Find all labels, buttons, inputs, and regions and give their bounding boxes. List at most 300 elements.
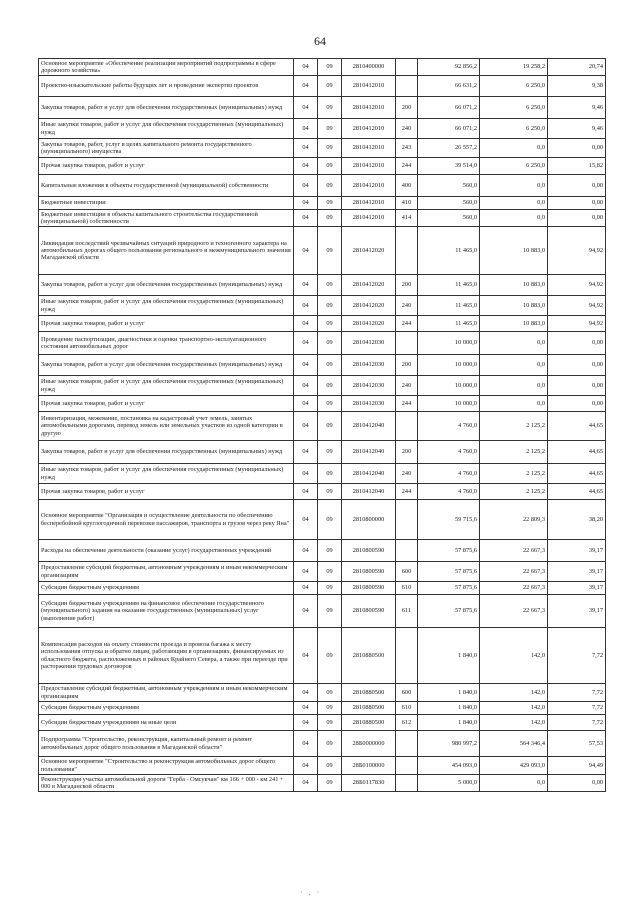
row-expense-type: 612 (396, 715, 418, 731)
row-expense-type: 244 (396, 484, 418, 500)
row-executed-amount: 564 346,4 (480, 731, 548, 757)
row-execution-percent: 94,49 (548, 757, 606, 775)
row-name: Прочая закупка товаров, работ и услуг (39, 158, 294, 175)
row-target-article: 2810880500 (342, 715, 396, 731)
row-execution-percent: 0,00 (548, 175, 606, 197)
row-subsection: 09 (318, 540, 342, 562)
row-planned-amount: 39 514,0 (418, 158, 480, 175)
row-planned-amount: 11 465,0 (418, 227, 480, 275)
row-subsection: 09 (318, 412, 342, 441)
row-target-article: 28Б0000000 (342, 731, 396, 757)
row-subsection: 09 (318, 59, 342, 76)
row-expense-type: 200 (396, 275, 418, 296)
table-row (39, 757, 606, 775)
row-execution-percent: 39,17 (548, 562, 606, 582)
table-row (39, 296, 606, 316)
row-target-article: 2810412020 (342, 227, 396, 275)
row-execution-percent: 94,92 (548, 227, 606, 275)
row-planned-amount: 5 000,0 (418, 775, 480, 792)
row-planned-amount: 4 760,0 (418, 441, 480, 464)
table-row (39, 702, 606, 715)
row-subsection: 09 (318, 757, 342, 775)
row-name: Бюджетные инвестиции (39, 197, 294, 210)
budget-table (38, 58, 606, 792)
row-subsection: 09 (318, 119, 342, 139)
row-target-article: 2810412040 (342, 441, 396, 464)
row-name: Основное мероприятие "Организация и осуществление деятельности по обеспечению бесперебойной круглогодичной перевозки пассажиров, транспорта и грузов через реку Яна" (39, 500, 294, 540)
row-section: 04 (294, 355, 318, 376)
table-row (39, 775, 606, 792)
row-name: Иные закупки товаров, работ и услуг для обеспечения государственных (муниципальных) нужд (39, 464, 294, 484)
row-target-article: 2810412010 (342, 175, 396, 197)
row-expense-type: 244 (396, 396, 418, 412)
row-section: 04 (294, 484, 318, 500)
row-expense-type: 240 (396, 119, 418, 139)
row-section: 04 (294, 562, 318, 582)
row-name: Капитальные вложения в объекты государственной (муниципальной) собственности (39, 175, 294, 197)
row-section: 04 (294, 119, 318, 139)
row-expense-type: 410 (396, 197, 418, 210)
table-row (39, 376, 606, 396)
row-execution-percent: 0,00 (548, 210, 606, 227)
row-expense-type: 600 (396, 684, 418, 702)
row-execution-percent: 0,00 (548, 376, 606, 396)
row-planned-amount: 92 856,2 (418, 59, 480, 76)
row-execution-percent: 0,00 (548, 355, 606, 376)
row-planned-amount: 4 760,0 (418, 484, 480, 500)
row-executed-amount: 142,0 (480, 684, 548, 702)
row-subsection: 09 (318, 562, 342, 582)
table-row (39, 464, 606, 484)
row-executed-amount: 10 883,0 (480, 296, 548, 316)
row-planned-amount: 57 875,6 (418, 540, 480, 562)
row-section: 04 (294, 376, 318, 396)
row-execution-percent: 0,00 (548, 139, 606, 158)
row-executed-amount: 10 883,0 (480, 316, 548, 332)
row-target-article: 2810412040 (342, 412, 396, 441)
row-executed-amount: 2 125,2 (480, 441, 548, 464)
row-subsection: 09 (318, 396, 342, 412)
row-expense-type (396, 628, 418, 684)
row-planned-amount: 560,0 (418, 197, 480, 210)
row-planned-amount: 66 631,2 (418, 76, 480, 97)
row-subsection: 09 (318, 97, 342, 119)
table-row (39, 76, 606, 97)
row-planned-amount: 10 000,0 (418, 332, 480, 355)
row-executed-amount: 0,0 (480, 355, 548, 376)
table-row (39, 158, 606, 175)
row-execution-percent: 44,65 (548, 412, 606, 441)
row-planned-amount: 980 997,2 (418, 731, 480, 757)
row-target-article: 28Б0100000 (342, 757, 396, 775)
row-section: 04 (294, 684, 318, 702)
row-target-article: 2810880500 (342, 702, 396, 715)
table-row (39, 332, 606, 355)
row-execution-percent: 15,82 (548, 158, 606, 175)
row-name: Закупка товаров, работ и услуг для обеспечения государственных (муниципальных) нужд (39, 441, 294, 464)
row-section: 04 (294, 396, 318, 412)
row-planned-amount: 1 840,0 (418, 715, 480, 731)
row-name: Подпрограмма "Строительство, реконструкция, капитальный ремонт и ремонт автомобильных дорог общего пользования в Магаданской области" (39, 731, 294, 757)
row-section: 04 (294, 412, 318, 441)
row-subsection: 09 (318, 464, 342, 484)
row-subsection: 09 (318, 275, 342, 296)
row-target-article: 2810800590 (342, 540, 396, 562)
row-planned-amount: 10 000,0 (418, 376, 480, 396)
row-section: 04 (294, 757, 318, 775)
row-execution-percent: 94,92 (548, 296, 606, 316)
row-section: 04 (294, 139, 318, 158)
row-name: Инвентаризация, межевание, постановка на кадастровый учет земель, занятых автомобильными дорогами, перевод земель или земельных участков из одной категории в другую (39, 412, 294, 441)
row-execution-percent: 0,00 (548, 197, 606, 210)
row-subsection: 09 (318, 210, 342, 227)
row-execution-percent: 7,72 (548, 628, 606, 684)
table-row (39, 355, 606, 376)
row-subsection: 09 (318, 158, 342, 175)
row-expense-type: 240 (396, 296, 418, 316)
row-name: Основное мероприятие "Строительство и реконструкция автомобильных дорог общего пользования" (39, 757, 294, 775)
row-section: 04 (294, 227, 318, 275)
row-section: 04 (294, 76, 318, 97)
table-row (39, 441, 606, 464)
row-section: 04 (294, 715, 318, 731)
row-subsection: 09 (318, 441, 342, 464)
row-executed-amount: 10 883,0 (480, 227, 548, 275)
row-executed-amount: 22 667,3 (480, 562, 548, 582)
row-name: Основное мероприятие «Обеспечение реализации мероприятий подпрограммы в сфере дорожного хозяйства» (39, 59, 294, 76)
row-executed-amount: 2 125,2 (480, 464, 548, 484)
row-planned-amount: 57 875,6 (418, 582, 480, 595)
row-executed-amount: 0,0 (480, 175, 548, 197)
row-planned-amount: 66 071,2 (418, 97, 480, 119)
row-subsection: 09 (318, 227, 342, 275)
row-target-article: 2810412010 (342, 139, 396, 158)
row-executed-amount: 19 258,2 (480, 59, 548, 76)
row-name: Закупка товаров, работ и услуг для обеспечения государственных (муниципальных) нужд (39, 97, 294, 119)
row-section: 04 (294, 59, 318, 76)
row-name: Компенсация расходов на оплату стоимости проезда и провоза багажа к месту использования отпуска и обратно лицам, работающим в организациях, финансируемых из областного бюджета, расположенных в районах Крайнего Севера, а также при переезде при расторжении трудовых договоров (39, 628, 294, 684)
row-planned-amount: 4 760,0 (418, 464, 480, 484)
row-executed-amount: 0,0 (480, 210, 548, 227)
table-row (39, 540, 606, 562)
table-row (39, 582, 606, 595)
row-planned-amount: 66 071,2 (418, 119, 480, 139)
row-planned-amount: 10 000,0 (418, 396, 480, 412)
row-execution-percent: 0,00 (548, 775, 606, 792)
row-executed-amount: 0,0 (480, 376, 548, 396)
row-execution-percent: 9,46 (548, 119, 606, 139)
row-target-article: 2810880500 (342, 628, 396, 684)
row-planned-amount: 4 760,0 (418, 412, 480, 441)
row-expense-type (396, 757, 418, 775)
table-row (39, 139, 606, 158)
table-row (39, 210, 606, 227)
row-target-article: 28Б0117830 (342, 775, 396, 792)
row-executed-amount: 22 667,3 (480, 582, 548, 595)
row-expense-type: 240 (396, 376, 418, 396)
row-planned-amount: 57 875,6 (418, 562, 480, 582)
row-subsection: 09 (318, 715, 342, 731)
row-name: Закупка товаров, работ и услуг для обеспечения государственных (муниципальных) нужд (39, 355, 294, 376)
row-expense-type: 610 (396, 582, 418, 595)
row-planned-amount: 59 715,6 (418, 500, 480, 540)
row-execution-percent: 39,17 (548, 595, 606, 628)
row-executed-amount: 6 250,0 (480, 76, 548, 97)
row-planned-amount: 26 557,2 (418, 139, 480, 158)
row-execution-percent: 9,38 (548, 76, 606, 97)
row-section: 04 (294, 158, 318, 175)
row-expense-type: 244 (396, 316, 418, 332)
row-expense-type: 243 (396, 139, 418, 158)
row-planned-amount: 1 840,0 (418, 684, 480, 702)
row-planned-amount: 560,0 (418, 175, 480, 197)
row-name: Субсидии бюджетным учреждениям (39, 702, 294, 715)
row-target-article: 2810412040 (342, 484, 396, 500)
table-row (39, 484, 606, 500)
row-subsection: 09 (318, 296, 342, 316)
row-expense-type: 200 (396, 355, 418, 376)
row-expense-type: 414 (396, 210, 418, 227)
row-target-article: 2810800590 (342, 562, 396, 582)
row-subsection: 09 (318, 702, 342, 715)
row-subsection: 09 (318, 139, 342, 158)
row-execution-percent: 94,92 (548, 316, 606, 332)
row-execution-percent: 94,92 (548, 275, 606, 296)
row-executed-amount: 142,0 (480, 715, 548, 731)
row-target-article: 2810412020 (342, 275, 396, 296)
row-name: Прочая закупка товаров, работ и услуг (39, 316, 294, 332)
row-expense-type: 200 (396, 441, 418, 464)
scan-mark: · . · (300, 888, 322, 897)
row-executed-amount: 429 093,0 (480, 757, 548, 775)
row-name: Ликвидация последствий чрезвычайных ситуаций природного и техногенного характера на автомобильных дорогах общего пользования регионального и межмуниципального значения Магаданской области (39, 227, 294, 275)
row-executed-amount: 22 667,3 (480, 540, 548, 562)
row-section: 04 (294, 775, 318, 792)
row-section: 04 (294, 197, 318, 210)
row-name: Иные закупки товаров, работ и услуг для обеспечения государственных (муниципальных) нужд (39, 376, 294, 396)
row-executed-amount: 6 250,0 (480, 158, 548, 175)
row-subsection: 09 (318, 355, 342, 376)
row-planned-amount: 454 093,0 (418, 757, 480, 775)
row-name: Предоставление субсидий бюджетным, автономным учреждениям и иным некоммерческим организациям (39, 562, 294, 582)
row-expense-type (396, 332, 418, 355)
row-expense-type (396, 76, 418, 97)
row-execution-percent: 0,00 (548, 396, 606, 412)
row-expense-type: 240 (396, 464, 418, 484)
row-expense-type: 611 (396, 595, 418, 628)
row-planned-amount: 560,0 (418, 210, 480, 227)
row-executed-amount: 6 250,0 (480, 119, 548, 139)
table-row (39, 97, 606, 119)
row-target-article: 2810412030 (342, 396, 396, 412)
row-execution-percent: 57,53 (548, 731, 606, 757)
row-section: 04 (294, 731, 318, 757)
row-target-article: 2810880500 (342, 684, 396, 702)
row-executed-amount: 142,0 (480, 702, 548, 715)
row-subsection: 09 (318, 197, 342, 210)
row-target-article: 2810400000 (342, 59, 396, 76)
table-row (39, 227, 606, 275)
row-executed-amount: 22 809,3 (480, 500, 548, 540)
row-name: Проведение паспортизации, диагностики и оценки транспортно-эксплуатационного состояния автомобильных дорог (39, 332, 294, 355)
row-name: Иные закупки товаров, работ и услуг для обеспечения государственных (муниципальных) нужд (39, 119, 294, 139)
row-planned-amount: 1 840,0 (418, 702, 480, 715)
row-target-article: 2810412030 (342, 376, 396, 396)
row-section: 04 (294, 316, 318, 332)
row-subsection: 09 (318, 582, 342, 595)
row-section: 04 (294, 275, 318, 296)
row-planned-amount: 11 465,0 (418, 316, 480, 332)
row-execution-percent: 9,46 (548, 97, 606, 119)
row-target-article: 2810412010 (342, 197, 396, 210)
table-row (39, 119, 606, 139)
row-planned-amount: 1 840,0 (418, 628, 480, 684)
row-expense-type (396, 227, 418, 275)
row-target-article: 2810412020 (342, 316, 396, 332)
row-executed-amount: 0,0 (480, 332, 548, 355)
row-subsection: 09 (318, 684, 342, 702)
row-executed-amount: 2 125,2 (480, 484, 548, 500)
row-section: 04 (294, 441, 318, 464)
row-name: Субсидии бюджетным учреждениям на финансовое обеспечение государственного (муниципального) задания на оказание государственных (муниципальных) услуг (выполнение работ) (39, 595, 294, 628)
row-target-article: 2810412040 (342, 464, 396, 484)
row-section: 04 (294, 540, 318, 562)
row-expense-type (396, 59, 418, 76)
table-row (39, 684, 606, 702)
row-section: 04 (294, 582, 318, 595)
row-executed-amount: 10 883,0 (480, 275, 548, 296)
row-planned-amount: 10 000,0 (418, 355, 480, 376)
row-executed-amount: 0,0 (480, 396, 548, 412)
row-name: Прочая закупка товаров, работ и услуг (39, 396, 294, 412)
row-planned-amount: 11 465,0 (418, 296, 480, 316)
row-execution-percent: 0,00 (548, 332, 606, 355)
row-executed-amount: 0,0 (480, 775, 548, 792)
row-subsection: 09 (318, 775, 342, 792)
row-subsection: 09 (318, 595, 342, 628)
row-executed-amount: 142,0 (480, 628, 548, 684)
row-name: Предоставление субсидий бюджетным, автономным учреждениям и иным некоммерческим организациям (39, 684, 294, 702)
row-execution-percent: 20,74 (548, 59, 606, 76)
row-subsection: 09 (318, 628, 342, 684)
row-target-article: 2810800000 (342, 500, 396, 540)
row-expense-type: 400 (396, 175, 418, 197)
row-execution-percent: 39,17 (548, 582, 606, 595)
row-target-article: 2810412010 (342, 97, 396, 119)
row-section: 04 (294, 296, 318, 316)
row-execution-percent: 39,17 (548, 540, 606, 562)
row-executed-amount: 22 667,3 (480, 595, 548, 628)
row-target-article: 2810412010 (342, 119, 396, 139)
row-subsection: 09 (318, 316, 342, 332)
row-execution-percent: 7,72 (548, 715, 606, 731)
table-row (39, 500, 606, 540)
table-row (39, 175, 606, 197)
table-row (39, 715, 606, 731)
row-name: Расходы на обеспечение деятельности (оказание услуг) государственных учреждений (39, 540, 294, 562)
table-row (39, 628, 606, 684)
row-name: Закупка товаров, работ, услуг в целях капитального ремонта государственного (муниципального) имущества (39, 139, 294, 158)
row-name: Прочая закупка товаров, работ и услуг (39, 484, 294, 500)
row-name: Субсидии бюджетным учреждениям на иные цели (39, 715, 294, 731)
row-subsection: 09 (318, 332, 342, 355)
table-row (39, 595, 606, 628)
row-name: Реконструкция участка автомобильной дороги "Герба - Омсукчан" км 166 + 000 - км 241 + 000 в Магаданской области (39, 775, 294, 792)
row-target-article: 2810412010 (342, 76, 396, 97)
row-target-article: 2810412010 (342, 210, 396, 227)
table-row (39, 197, 606, 210)
row-name: Иные закупки товаров, работ и услуг для обеспечения государственных (муниципальных) нужд (39, 296, 294, 316)
table-row (39, 412, 606, 441)
row-execution-percent: 7,72 (548, 702, 606, 715)
row-subsection: 09 (318, 76, 342, 97)
row-name: Субсидии бюджетным учреждениям (39, 582, 294, 595)
row-target-article: 2810412030 (342, 355, 396, 376)
row-executed-amount: 2 125,2 (480, 412, 548, 441)
row-execution-percent: 44,65 (548, 441, 606, 464)
row-expense-type: 200 (396, 97, 418, 119)
row-expense-type (396, 775, 418, 792)
row-section: 04 (294, 97, 318, 119)
table-row (39, 731, 606, 757)
row-subsection: 09 (318, 376, 342, 396)
row-expense-type (396, 412, 418, 441)
page-number: 64 (314, 34, 326, 48)
row-expense-type: 244 (396, 158, 418, 175)
row-section: 04 (294, 210, 318, 227)
row-subsection: 09 (318, 500, 342, 540)
table-row (39, 316, 606, 332)
row-execution-percent: 44,65 (548, 464, 606, 484)
row-expense-type (396, 731, 418, 757)
row-name: Проектно-изыскательские работы будущих лет и проведение экспертиз проектов (39, 76, 294, 97)
row-section: 04 (294, 175, 318, 197)
row-target-article: 2810412030 (342, 332, 396, 355)
row-subsection: 09 (318, 731, 342, 757)
row-expense-type (396, 500, 418, 540)
row-planned-amount: 11 465,0 (418, 275, 480, 296)
row-section: 04 (294, 702, 318, 715)
row-name: Бюджетные инвестиции в объекты капитального строительства государственной (муниципальной) собственности (39, 210, 294, 227)
row-section: 04 (294, 464, 318, 484)
row-section: 04 (294, 500, 318, 540)
row-executed-amount: 6 250,0 (480, 97, 548, 119)
table-row (39, 275, 606, 296)
row-target-article: 2810800590 (342, 595, 396, 628)
row-execution-percent: 38,20 (548, 500, 606, 540)
row-target-article: 2810800590 (342, 582, 396, 595)
table-row (39, 59, 606, 76)
row-planned-amount: 57 875,6 (418, 595, 480, 628)
table-row (39, 396, 606, 412)
row-execution-percent: 7,72 (548, 684, 606, 702)
row-executed-amount: 0,0 (480, 197, 548, 210)
row-expense-type (396, 540, 418, 562)
table-row (39, 562, 606, 582)
row-section: 04 (294, 595, 318, 628)
row-expense-type: 600 (396, 562, 418, 582)
row-section: 04 (294, 628, 318, 684)
row-subsection: 09 (318, 175, 342, 197)
row-execution-percent: 44,65 (548, 484, 606, 500)
row-target-article: 2810412020 (342, 296, 396, 316)
row-expense-type: 610 (396, 702, 418, 715)
row-name: Закупка товаров, работ и услуг для обеспечения государственных (муниципальных) нужд (39, 275, 294, 296)
row-target-article: 2810412010 (342, 158, 396, 175)
row-subsection: 09 (318, 484, 342, 500)
row-executed-amount: 0,0 (480, 139, 548, 158)
row-section: 04 (294, 332, 318, 355)
